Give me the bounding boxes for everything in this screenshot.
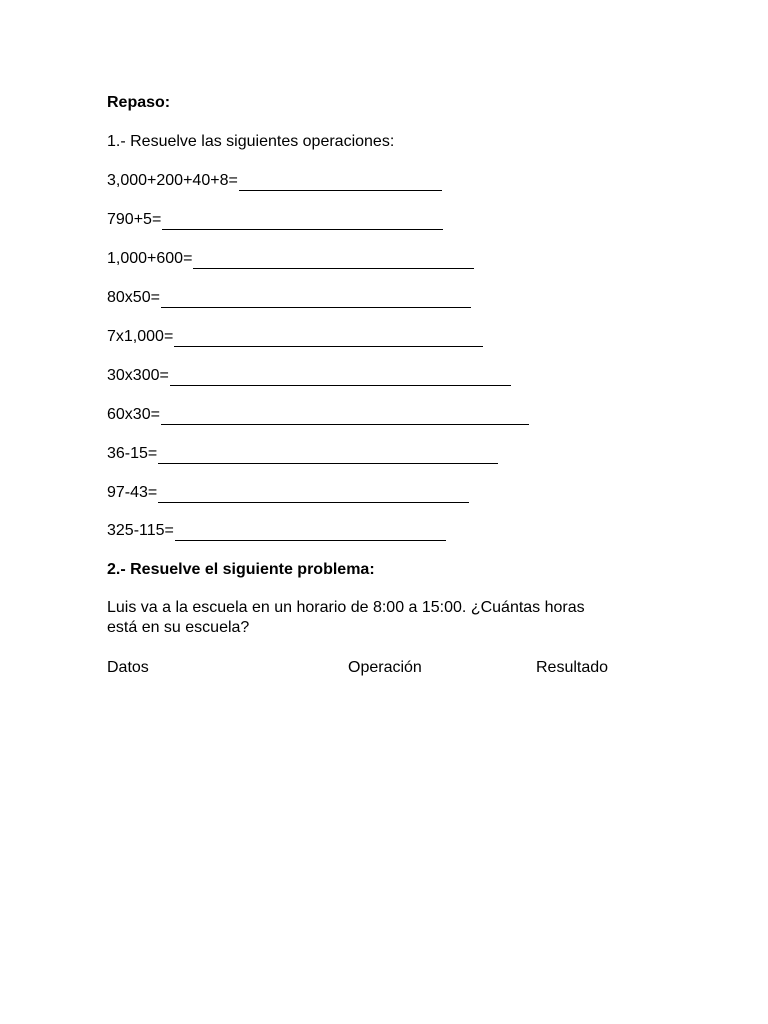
- problem-text-line: Luis va a la escuela en un horario de 8:00 a 15:00. ¿Cuántas horas: [107, 599, 585, 616]
- answer-blank[interactable]: [174, 332, 483, 347]
- problem-text-line: está en su escuela?: [107, 619, 250, 636]
- exercise-expression: 7x1,000=: [107, 328, 174, 345]
- answer-blank[interactable]: [170, 371, 511, 386]
- exercise-2: [107, 210, 443, 230]
- answer-blank[interactable]: [162, 215, 443, 230]
- exercise-expression: 325-115=: [107, 522, 174, 539]
- exercise-expression: 80x50=: [107, 289, 160, 306]
- exercise-1: [107, 171, 442, 191]
- column-heading-operacion: Operación: [348, 659, 422, 676]
- problem-statement: [107, 598, 667, 638]
- exercise-5: [107, 327, 483, 347]
- exercise-4: [107, 288, 471, 308]
- answer-blank[interactable]: [161, 293, 471, 308]
- exercise-7: [107, 405, 529, 425]
- answer-blank[interactable]: [239, 176, 442, 191]
- exercise-10: [107, 521, 446, 541]
- answer-blank[interactable]: [158, 449, 498, 464]
- answer-blank[interactable]: [193, 254, 474, 269]
- answer-blank[interactable]: [175, 526, 446, 541]
- exercise-3: [107, 249, 474, 269]
- section1-instruction: 1.- Resuelve las siguientes operaciones:: [107, 133, 395, 150]
- exercise-9: [107, 483, 469, 503]
- exercise-expression: 97-43=: [107, 484, 158, 501]
- exercise-6: [107, 366, 511, 386]
- exercise-expression: 60x30=: [107, 406, 160, 423]
- answer-blank[interactable]: [161, 410, 529, 425]
- worksheet-title: Repaso:: [107, 94, 171, 111]
- exercise-8: [107, 444, 498, 464]
- column-heading-resultado: Resultado: [536, 659, 609, 676]
- section2-instruction: 2.- Resuelve el siguiente problema:: [107, 561, 375, 578]
- column-heading-datos: Datos: [107, 659, 149, 676]
- exercise-expression: 30x300=: [107, 367, 169, 384]
- answer-blank[interactable]: [158, 488, 469, 503]
- exercise-expression: 1,000+600=: [107, 250, 193, 267]
- exercise-expression: 3,000+200+40+8=: [107, 172, 238, 189]
- exercise-expression: 790+5=: [107, 211, 162, 228]
- exercise-expression: 36-15=: [107, 445, 158, 462]
